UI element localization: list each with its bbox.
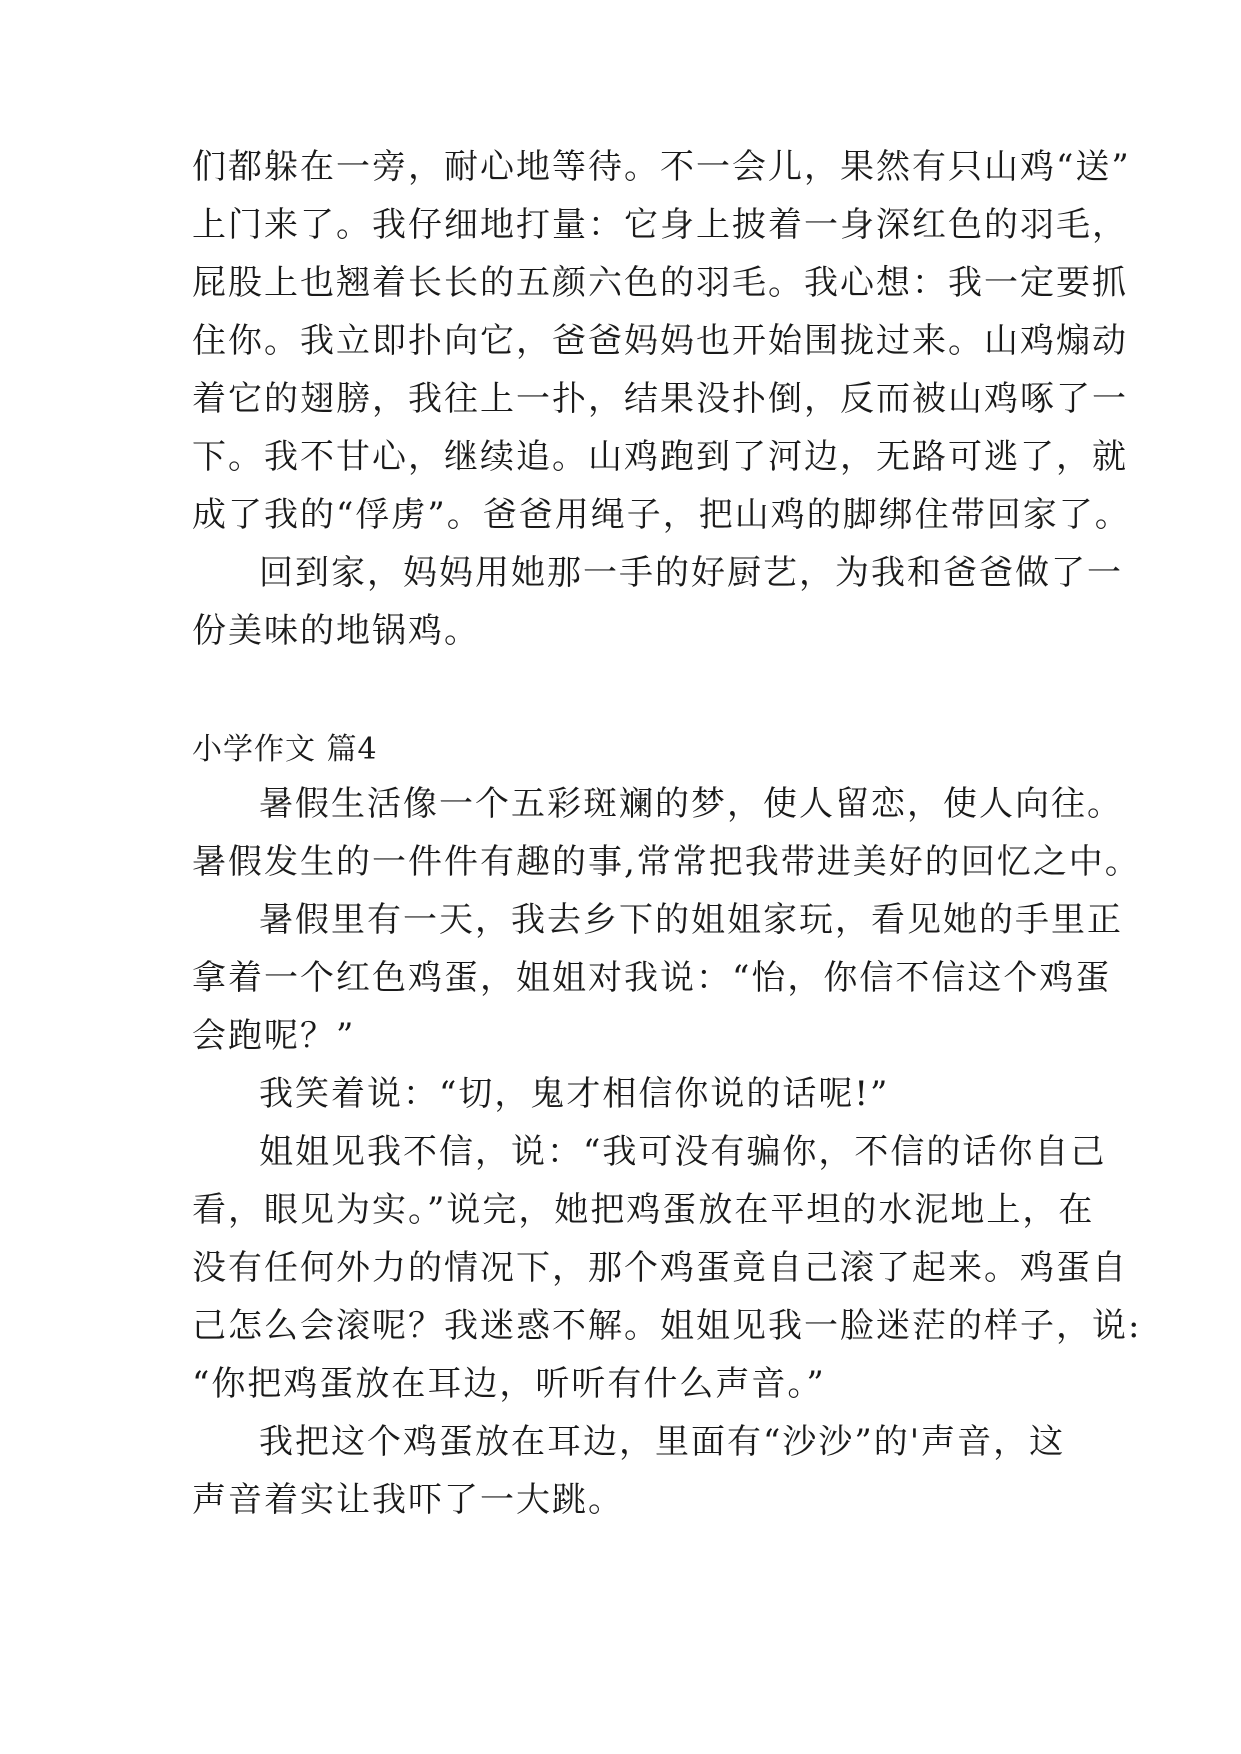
paragraph-line: 我把这个鸡蛋放在耳边，里面有“沙沙”的'声音，这: [259, 1422, 1066, 1462]
paragraph-line: 暑假里有一天，我去乡下的姐姐家玩，看见她的手里正: [259, 900, 1123, 940]
paragraph-line: 会跑呢？”: [192, 1016, 356, 1056]
paragraph-line: 屁股上也翘着长长的五颜六色的羽毛。我心想：我一定要抓: [192, 263, 1128, 303]
paragraph-line: 下。我不甘心，继续追。山鸡跑到了河边，无路可逃了，就: [192, 437, 1128, 477]
paragraph-line: 姐姐见我不信，说：“我可没有骗你，不信的话你自己: [259, 1132, 1107, 1172]
paragraph-line: “你把鸡蛋放在耳边，听听有什么声音。”: [192, 1364, 826, 1404]
paragraph-line: 上门来了。我仔细地打量：它身上披着一身深红色的羽毛，: [192, 205, 1128, 245]
paragraph-line: 暑假生活像一个五彩斑斓的梦，使人留恋，使人向往。: [259, 784, 1123, 824]
paragraph-line: 己怎么会滚呢？我迷惑不解。姐姐见我一脸迷茫的样子，说:: [192, 1306, 1142, 1346]
paragraph-line: 们都躲在一旁，耐心地等待。不一会儿，果然有只山鸡“送”: [192, 147, 1131, 187]
paragraph-line: 回到家，妈妈用她那一手的好厨艺，为我和爸爸做了一: [259, 553, 1123, 593]
paragraph-line: 份美味的地锅鸡。: [192, 611, 480, 651]
paragraph-line: 住你。我立即扑向它，爸爸妈妈也开始围拢过来。山鸡煽动: [192, 321, 1128, 361]
paragraph-line: 我笑着说：“切，鬼才相信你说的话呢!”: [259, 1074, 890, 1114]
paragraph-line: 声音着实让我吓了一大跳。: [192, 1480, 624, 1520]
paragraph-line: 成了我的“俘虏”。爸爸用绳子，把山鸡的脚绑住带回家了。: [192, 495, 1131, 535]
paragraph-line: 看，眼见为实。”说完，她把鸡蛋放在平坦的水泥地上，在: [192, 1190, 1095, 1230]
paragraph-line: 暑假发生的一件件有趣的事,常常把我带进美好的回忆之中。: [192, 842, 1141, 882]
paragraph-line: 拿着一个红色鸡蛋，姐姐对我说：“怡，你信不信这个鸡蛋: [192, 958, 1112, 998]
section-heading: 小学作文 篇4: [192, 732, 378, 767]
paragraph-line: 没有任何外力的情况下，那个鸡蛋竟自己滚了起来。鸡蛋自: [192, 1248, 1128, 1288]
paragraph-line: 着它的翅膀，我往上一扑，结果没扑倒，反而被山鸡啄了一: [192, 379, 1128, 419]
